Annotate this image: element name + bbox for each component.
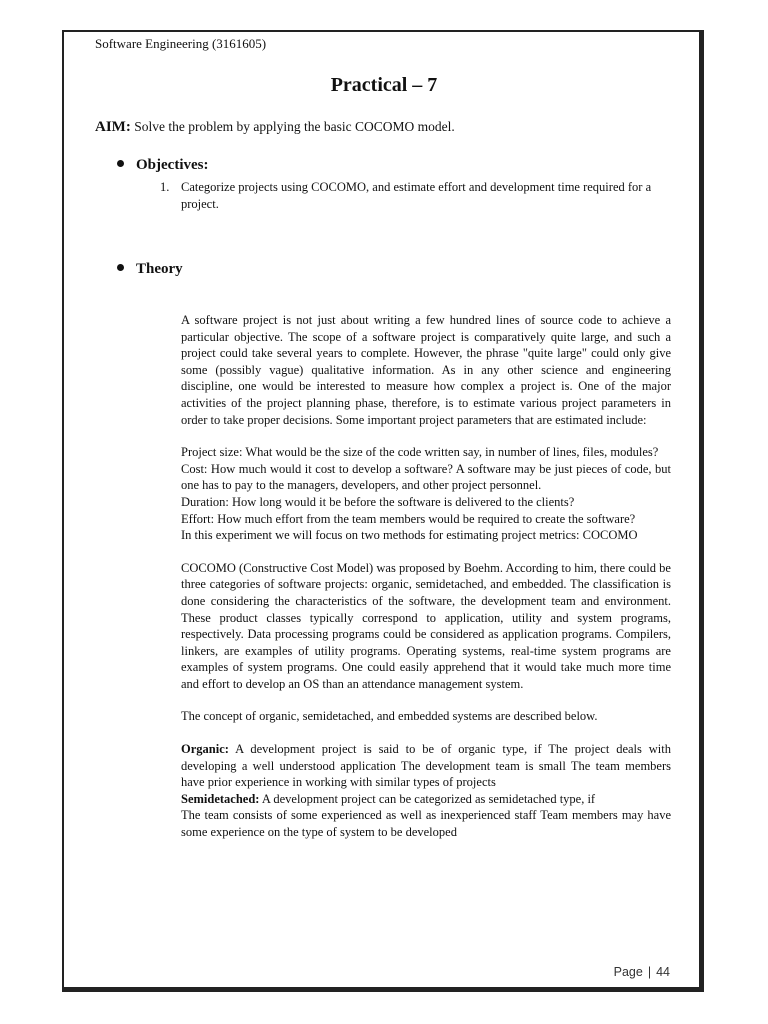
duration-line: Duration: How long would it be before the software is delivered to the clients?: [181, 494, 575, 509]
theory-heading: [117, 261, 183, 278]
objectives-heading-text: Objectives:: [136, 157, 209, 173]
objective-item: [160, 179, 660, 213]
semidetached-paragraph: [181, 791, 671, 808]
aim-text: Solve the problem by applying the basic COCOMO model.: [130, 119, 455, 134]
organic-label: Organic:: [181, 742, 229, 757]
page-label: Page: [613, 965, 643, 979]
semidetached-text: A development project can be categorized as semidetached type, if: [259, 791, 596, 806]
theory-body: [181, 312, 671, 841]
course-header: Software Engineering (3161605): [95, 36, 267, 51]
page-number: 44: [656, 965, 670, 979]
semidetached-continued: The team consists of some experienced as well as inexperienced staff Team members may have some experience on the type of system to be developed: [181, 808, 671, 840]
focus-line: In this experiment we will focus on two methods for estimating project metrics: COCOMO: [181, 528, 638, 543]
effort-line: Effort: How much effort from the team members would be required to create the software?: [181, 511, 636, 526]
theory-heading-text: Theory: [136, 261, 183, 277]
objective-number: 1.: [160, 180, 170, 194]
page-footer: [614, 965, 670, 979]
cocomo-paragraph: COCOMO (Constructive Cost Model) was proposed by Boehm. According to him, there could be three categories of software projects: organic, semidetached, and embedded. The classification is done considering the characteristics of the software, the development team and environment. These product classes typically correspond to application, utility and system programs, respectively. Data processing programs could be considered as application programs. Compilers, linkers, are examples of utility programs. Operating systems, real-time system programs are examples of system programs. One could easily apprehend that it would take much more time and effort to develop an OS than an attendance management system.: [181, 560, 671, 691]
objectives-heading: [117, 157, 208, 174]
aim-label: AIM:: [95, 119, 131, 135]
page-separator: |: [647, 965, 652, 979]
objective-text: Categorize projects using COCOMO, and estimate effort and development time required for a project.: [181, 180, 652, 211]
semidetached-label: Semidetached:: [181, 791, 260, 806]
concept-line: The concept of organic, semidetached, and embedded systems are described below.: [181, 709, 598, 724]
bullet-icon: [117, 264, 124, 271]
intro-paragraph: A software project is not just about writing a few hundred lines of source code to achieve a particular objective. The scope of a software project is comparatively quite large, and such a project could take several years to complete. However, the phrase "quite large" could only give some (possibly vague) qualitative information. As in any other science and engineering discipline, one would be interested to measure how complex a project is. One of the major activities of the project planning phase, therefore, is to estimate various project parameters in order to take proper decisions. Some important project parameters that are estimated include:: [181, 313, 671, 427]
cost-line: Cost: How much would it cost to develop a software? A software may be just pieces of code, but one has to pay to the managers, developers, and other project personnel.: [181, 461, 671, 493]
project-size-line: Project size: What would be the size of the code written say, in number of lines, files, modules?: [181, 445, 659, 460]
organic-text: A development project is said to be of organic type, if The project deals with developing a well understood application The development team is small The team members have prior experience in working with similar types of projects: [181, 742, 671, 790]
bullet-icon: [117, 160, 124, 167]
page-title: Practical – 7: [330, 74, 438, 96]
aim-line: [95, 119, 455, 136]
organic-paragraph: [181, 741, 671, 791]
